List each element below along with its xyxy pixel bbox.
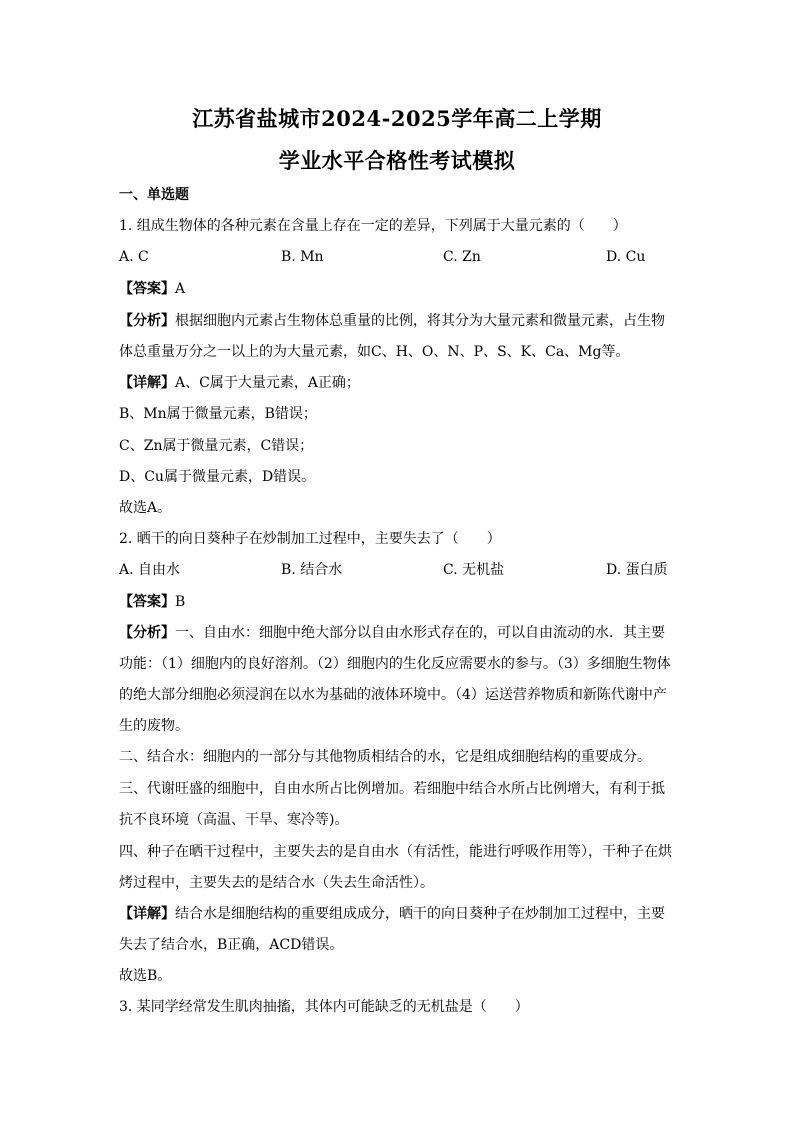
q2-option-a: A. 自由水 bbox=[119, 562, 181, 578]
q1-analysis-line: 体总重量万分之一以上的为大量元素，如C、H、O、N、P、S、K、Ca、Mg等。 bbox=[119, 344, 630, 360]
answer-value: A bbox=[175, 281, 186, 297]
answer-value: B bbox=[175, 594, 186, 610]
document-title: 江苏省盐城市2024-2025学年高二上学期 bbox=[192, 106, 602, 131]
q1-conclusion: 故选A。 bbox=[119, 500, 172, 516]
q2-analysis-line: 四、种子在晒干过程中，主要失去的是自由水（有活性，能进行呼吸作用等），干种子在烘 bbox=[119, 844, 672, 860]
q1-detail-line bbox=[119, 373, 679, 393]
analysis-text: 根据细胞内元素占生物体总重量的比例，将其分为大量元素和微量元素，占生物 bbox=[175, 313, 665, 329]
q2-analysis-line: 功能：（1）细胞内的良好溶剂。（2）细胞内的生化反应需要水的参与。（3）多细胞生物体 bbox=[119, 656, 671, 672]
analysis-tag: 【分析】 bbox=[119, 313, 175, 329]
section-heading: 一、单选题 bbox=[119, 187, 189, 203]
q1-answer bbox=[119, 279, 679, 299]
q1-option-b: B. Mn bbox=[281, 249, 324, 265]
document-subtitle: 学业水平合格性考试模拟 bbox=[278, 148, 516, 173]
detail-tag: 【详解】 bbox=[119, 375, 175, 391]
q1-option-a: A. C bbox=[119, 249, 149, 265]
q2-option-d: D. 蛋白质 bbox=[606, 562, 668, 578]
q2-conclusion: 故选B。 bbox=[119, 968, 172, 984]
analysis-tag: 【分析】 bbox=[119, 625, 175, 641]
q2-option-c: C. 无机盐 bbox=[443, 562, 505, 578]
q1-analysis-line bbox=[119, 311, 679, 331]
q1-detail-line: B、Mn属于微量元素，B错误； bbox=[119, 406, 317, 422]
detail-tag: 【详解】 bbox=[119, 906, 175, 922]
q2-option-b: B. 结合水 bbox=[281, 562, 343, 578]
q2-answer bbox=[119, 592, 679, 612]
q2-analysis-line: 三、代谢旺盛的细胞中，自由水所占比例增加。若细胞中结合水所占比例增大，有利于抵 bbox=[119, 781, 665, 797]
q2-detail-line: 失去了结合水，B正确，ACD错误。 bbox=[119, 937, 344, 953]
q2-analysis-line: 的绝大部分细胞必须浸润在以水为基础的液体环境中。（4）运送营养物质和新陈代谢中产 bbox=[119, 687, 667, 703]
q2-analysis-line bbox=[119, 623, 679, 643]
q1-detail-line: D、Cu属于微量元素，D错误。 bbox=[119, 469, 316, 485]
q2-analysis-line: 二、结合水：细胞内的一部分与其他物质相结合的水，它是组成细胞结构的重要成分。 bbox=[119, 749, 651, 765]
analysis-text: 一、自由水：细胞中绝大部分以自由水形式存在的，可以自由流动的水．其主要 bbox=[175, 625, 665, 641]
answer-tag: 【答案】 bbox=[119, 594, 175, 610]
q1-option-c: C. Zn bbox=[443, 249, 481, 265]
q2-analysis-line: 烤过程中，主要失去的是结合水（失去生命活性）。 bbox=[119, 875, 434, 891]
q2-analysis-line: 生的废物。 bbox=[119, 718, 189, 734]
detail-text: 结合水是细胞结构的重要组成成分，晒干的向日葵种子在炒制加工过程中，主要 bbox=[175, 906, 665, 922]
q2-detail-line bbox=[119, 904, 679, 924]
question-3-stem: 3. 某同学经常发生肌肉抽搐，其体内可能缺乏的无机盐是（ ） bbox=[119, 999, 529, 1015]
question-1-stem: 1. 组成生物体的各种元素在含量上存在一定的差异，下列属于大量元素的（ ） bbox=[119, 218, 627, 234]
q1-option-d: D. Cu bbox=[606, 249, 646, 265]
q1-detail-line: C、Zn属于微量元素，C错误； bbox=[119, 438, 314, 454]
answer-tag: 【答案】 bbox=[119, 281, 175, 297]
question-2-stem: 2. 晒干的向日葵种子在炒制加工过程中，主要失去了（ ） bbox=[119, 531, 501, 547]
q2-analysis-line: 抗不良环境（高温、干旱、寒冷等)。 bbox=[119, 812, 349, 828]
detail-text: A、C属于大量元素，A正确； bbox=[175, 375, 360, 391]
